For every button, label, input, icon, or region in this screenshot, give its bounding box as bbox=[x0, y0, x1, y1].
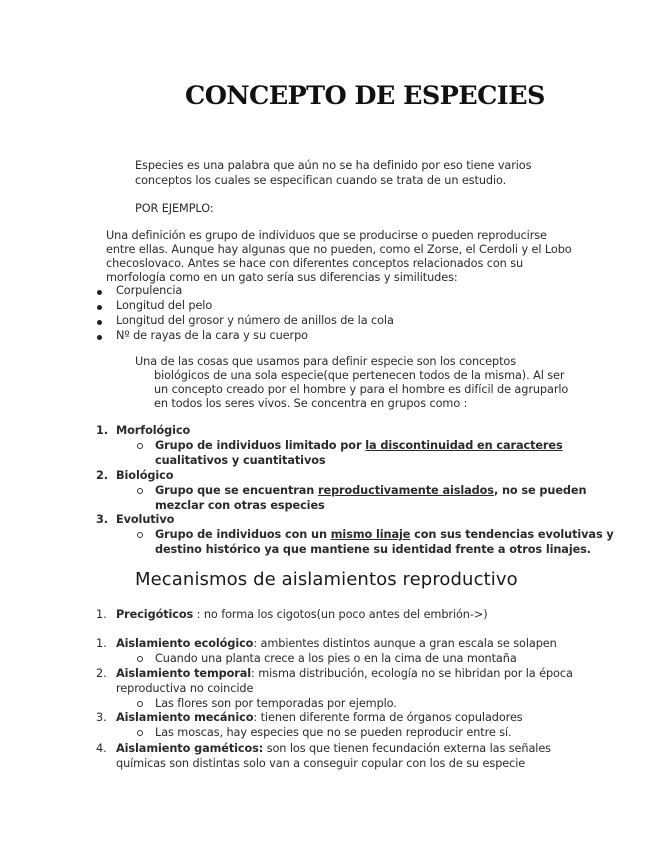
sub-bullet-circle bbox=[137, 532, 143, 538]
bullet-item: Longitud del grosor y número de anillos de la cola bbox=[116, 314, 394, 327]
bullet-item: Corpulencia bbox=[116, 284, 183, 297]
list-number: 1. bbox=[96, 637, 107, 650]
sub-bullet-circle bbox=[137, 656, 143, 662]
aislamiento-line: Aislamiento ecológico: ambientes distintos aunque a gran escala se solapen bbox=[116, 637, 557, 650]
definicion-line-2: entre ellas. Aunque hay algunas que no pueden, como el Zorse, el Cerdoli y el Lobo bbox=[106, 243, 572, 256]
precigoticos-line: Precigóticos : no forma los cigotos(un poco antes del embrión->) bbox=[116, 608, 488, 621]
conceptos-line-1: Una de las cosas que usamos para definir especie son los conceptos bbox=[135, 355, 517, 368]
conceptos-line-3: un concepto creado por el hombre y para el hombre es difícil de agruparlo bbox=[154, 383, 569, 396]
concepto-sub-line-2: mezclar con otras especies bbox=[155, 499, 325, 512]
underlined-term: mismo linaje bbox=[330, 528, 411, 541]
bullet-item: Nº de rayas de la cara y su cuerpo bbox=[116, 329, 308, 342]
list-number: 3. bbox=[96, 513, 108, 526]
concepto-sub-line-2: cualitativos y cuantitativos bbox=[155, 454, 326, 467]
concepto-sub-line-1: Grupo que se encuentran reproductivamente aislados, no se pueden bbox=[155, 484, 587, 497]
list-number: 1. bbox=[96, 424, 108, 437]
list-number: 2. bbox=[96, 667, 107, 680]
concepto-name: Evolutivo bbox=[116, 513, 175, 526]
list-number: 2. bbox=[96, 469, 108, 482]
concepto-sub-line-1: Grupo de individuos limitado por la discontinuidad en caracteres bbox=[155, 439, 563, 452]
bullet-dot bbox=[97, 290, 102, 295]
aislamiento-line: Aislamiento gaméticos: son los que tienen fecundación externa las señales bbox=[116, 742, 551, 755]
section-heading: Mecanismos de aislamientos reproductivo bbox=[135, 569, 518, 590]
conceptos-line-2: biológicos de una sola especie(que pertenecen todos de la misma). Al ser bbox=[154, 369, 565, 382]
definicion-line-4: morfología como en un gato sería sus diferencias y similitudes: bbox=[106, 271, 458, 284]
bullet-dot bbox=[97, 320, 102, 325]
sub-bullet-circle bbox=[137, 730, 143, 736]
underlined-term: la discontinuidad en caracteres bbox=[365, 439, 563, 452]
definicion-line-3: checoslovaco. Antes se hace con diferentes conceptos relacionados con su bbox=[106, 257, 524, 270]
aislamiento-sub: Cuando una planta crece a los pies o en la cima de una montaña bbox=[155, 652, 517, 665]
aislamiento-line: Aislamiento temporal: misma distribución, ecología no se hibridan por la época bbox=[116, 667, 573, 680]
aislamiento-line-2: químicas son distintas solo van a conseguir copular con los de su especie bbox=[116, 757, 526, 770]
bullet-dot bbox=[97, 335, 102, 340]
underlined-term: reproductivamente aislados bbox=[318, 484, 494, 497]
concepto-name: Biológico bbox=[116, 469, 174, 482]
concepto-sub-line-2: destino histórico ya que mantiene su identidad frente a otros linajes. bbox=[155, 543, 591, 556]
aislamiento-line: Aislamiento mecánico: tienen diferente forma de órganos copuladores bbox=[116, 711, 523, 724]
definicion-line-1: Una definición es grupo de individuos que se producirse o pueden reproducirse bbox=[106, 229, 547, 242]
intro-line-1: Especies es una palabra que aún no se ha definido por eso tiene varios bbox=[135, 159, 532, 172]
sub-bullet-circle bbox=[137, 701, 143, 707]
bullet-item: Longitud del pelo bbox=[116, 299, 213, 312]
bullet-dot bbox=[97, 305, 102, 310]
aislamiento-sub: Las flores son por temporadas por ejemplo. bbox=[155, 697, 397, 710]
sub-bullet-circle bbox=[137, 443, 143, 449]
sub-bullet-circle bbox=[137, 488, 143, 494]
list-number: 3. bbox=[96, 711, 107, 724]
aislamiento-line-2: reproductiva no coincide bbox=[116, 682, 254, 695]
list-number: 4. bbox=[96, 742, 107, 755]
aislamiento-sub: Las moscas, hay especies que no se pueden reproducir entre sí. bbox=[155, 726, 512, 739]
page-title: CONCEPTO DE ESPECIES bbox=[185, 81, 545, 111]
concepto-sub-line-1: Grupo de individuos con un mismo linaje con sus tendencias evolutivas y bbox=[155, 528, 614, 541]
list-number: 1. bbox=[96, 608, 107, 621]
conceptos-line-4: en todos los seres vivos. Se concentra en grupos como : bbox=[154, 397, 468, 410]
intro-line-2: conceptos los cuales se especifican cuando se trata de un estudio. bbox=[135, 174, 507, 187]
ejemplo-label: POR EJEMPLO: bbox=[135, 202, 214, 215]
concepto-name: Morfológico bbox=[116, 424, 191, 437]
